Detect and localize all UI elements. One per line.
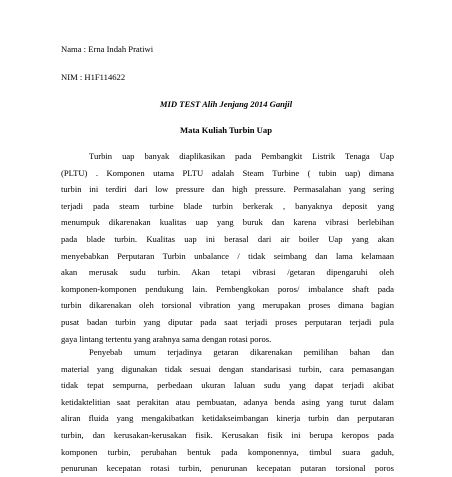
paragraph-line: material yang digunakan tidak sesuai dengan standarisasi turbin, cara pemasangan xyxy=(61,363,394,374)
paragraph-line: tidak tepat sempurna, perbedaan ukuran laluan sudu yang dapat terjadi akibat xyxy=(61,380,394,391)
paragraph-line: akan merusak sudu turbin. Akan tetapi vibrasi /getaran dipengaruhi oleh xyxy=(61,267,394,278)
paragraph-line: penurunan kecepatan rotasi turbin, penurunan kecepatan putaran torsional poros xyxy=(61,463,394,474)
paragraph-line: Turbin uap banyak diaplikasikan pada Pembangkit Listrik Tenaga Uap xyxy=(89,151,394,161)
paragraph-line: turbin dikarenakan oleh torsional vibration yang merupakan proses dimana bagian xyxy=(61,300,394,311)
paragraph-line: Penyebab umum terjadinya getaran dikarenakan pemilihan bahan dan xyxy=(89,347,394,357)
paragraph-line: aliran fluida yang mengakibatkan ketidakseimbangan kinerja turbin dan perputaran xyxy=(61,413,394,424)
paragraph-line: menumpuk dikarenakan kualitas uap yang buruk dan karena vibrasi berlebihan xyxy=(61,217,394,228)
paragraph-1 xyxy=(61,148,394,347)
paragraph-line: turbin ini terdiri dari low pressure dan high pressure. Permasalahan yang sering xyxy=(61,184,394,195)
paragraph-2 xyxy=(61,344,394,477)
paragraph-line: pada blade turbin. Kualitas uap ini berasal dari air boiler Uap yang akan xyxy=(61,233,394,244)
document-title: MID TEST Alih Jenjang 2014 Ganjil xyxy=(159,99,293,109)
paragraph-line: (PLTU) . Komponen utama PLTU adalah Steam Turbine ( tubin uap) dimana xyxy=(61,167,394,178)
paragraph-line: turbin, dan kerusakan-kerusakan fisik. Kerusakan fisik ini berupa keropos pada xyxy=(61,429,394,440)
author-name: Nama : Erna Indah Pratiwi xyxy=(61,44,154,54)
paragraph-line: komponen turbin, perubahan bentuk pada komponennya, timbul suara gaduh, xyxy=(61,446,394,457)
paragraph-line: pusat badan turbin yang diputar pada saat terjadi proses perputaran terjadi pula xyxy=(61,316,394,327)
student-id: NIM : H1F114622 xyxy=(61,72,126,82)
course-title: Mata Kuliah Turbin Uap xyxy=(180,125,272,135)
paragraph-line: komponen-komponen pendukung lain. Pembengkokan poros/ imbalance shaft pada xyxy=(61,283,394,294)
paragraph-line: terjadi pada steam turbine blade turbin berkerak , banyaknya deposit yang xyxy=(61,200,394,211)
paragraph-line: menyebabkan Perputaran Turbin unbalance / tidak seimbang dan lama kelamaan xyxy=(61,250,394,261)
paragraph-line: ketidaktelitian saat perakitan atau pembuatan, adanya benda asing yang turut dalam xyxy=(61,396,394,407)
paragraph-line: gaya lintang tertentu yang arahnya sama dengan rotasi poros. xyxy=(61,333,272,344)
